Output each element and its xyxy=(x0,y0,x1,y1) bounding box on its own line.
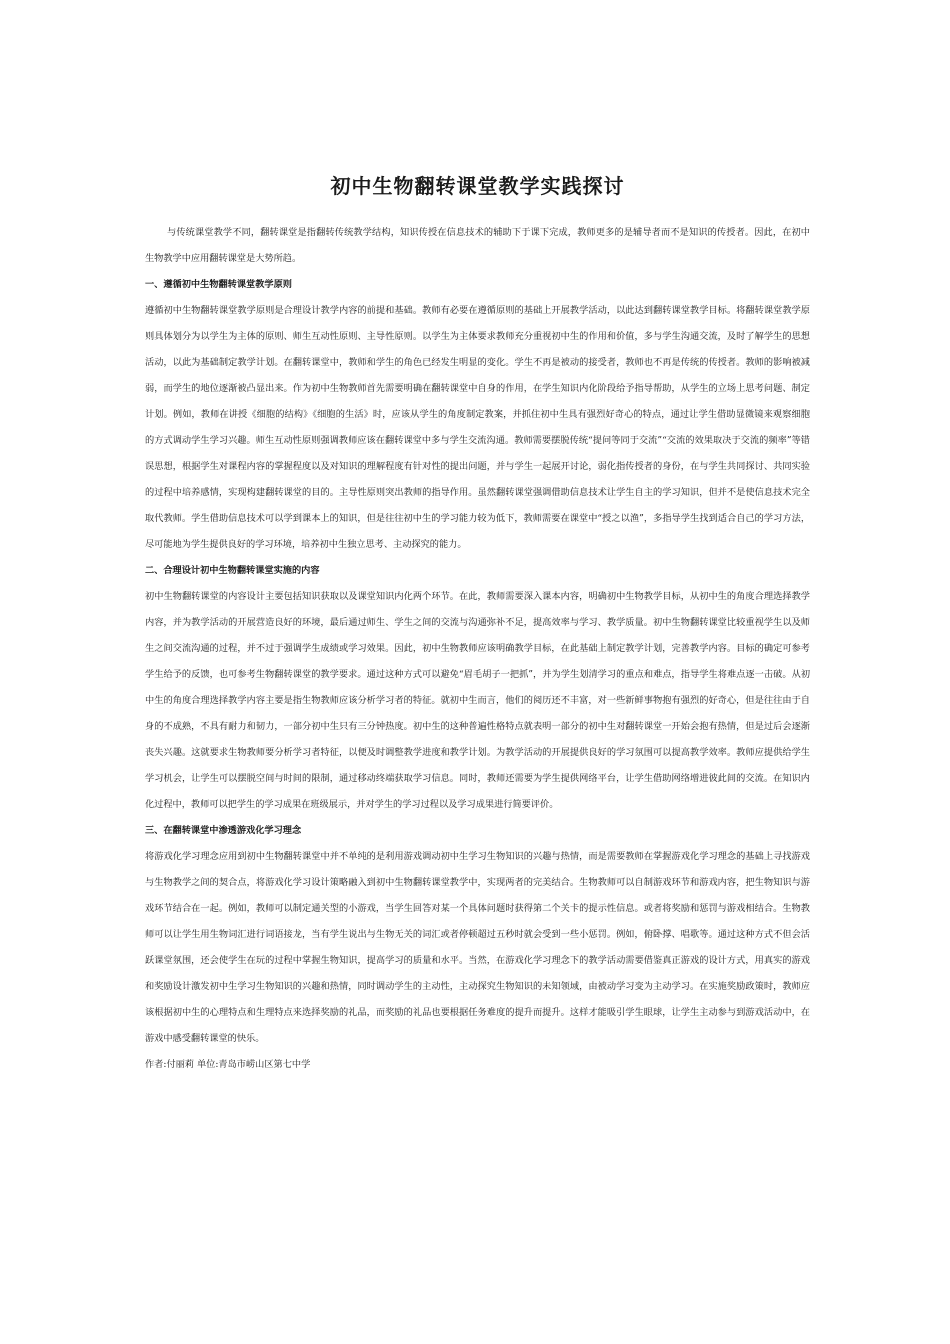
section-heading-1: 一、遵循初中生物翻转课堂教学原则 xyxy=(145,279,292,290)
document-title: 初中生物翻转课堂教学实践探讨 xyxy=(330,174,625,198)
section-heading-3: 三、在翻转课堂中渗透游戏化学习理念 xyxy=(145,825,302,836)
section-body-3: 将游戏化学习理念应用到初中生物翻转课堂中并不单纯的是利用游戏调动初中生学习生物知识的兴趣与热情，而是需要教师在掌握游戏化学习理念的基础上寻找游戏与生物教学之间的契合点，将游戏化学习设计策略融入到初中生物翻转课堂教学中，实现两者的完美结合。生物教师可以自制游戏环节和游戏内容，把生物知识与游戏环节结合在一起。例如，教师可以制定通关型的小游戏，当学生回答对某一个具体问题时获得第二个关卡的提示性信息。或者将奖励和惩罚与游戏相结合。生物教师可以让学生用生物词汇进行词语接龙，当有学生说出与生物无关的词汇或者停顿超过五秒时就会受到一些小惩罚。例如，俯卧撑、唱歌等。通过这种方式不但会活跃课堂氛围，还会使学生在玩的过程中掌握生物知识，提高学习的质量和水平。当然，在游戏化学习理念下的教学活动需要借鉴真正游戏的设计方式，用真实的游戏和奖励设计激发初中生学习生物知识的兴趣和热情，同时调动学生的主动性，主动探究生物知识的未知领域，由被动学习变为主动学习。在实施奖励政策时，教师应该根据初中生的心理特点和生理特点来选择奖励的礼品，而奖励的礼品也要根据任务难度的提升而提升。这样才能吸引学生眼球，让学生主动参与到游戏活动中，在游戏中感受翻转课堂的快乐。 xyxy=(145,851,810,1044)
section-heading-2: 二、合理设计初中生物翻转课堂实施的内容 xyxy=(145,565,320,576)
section-body-2: 初中生物翻转课堂的内容设计主要包括知识获取以及课堂知识内化两个环节。在此，教师需要深入课本内容，明确初中生物教学目标，从初中生的角度合理选择教学内容，并为教学活动的开展营造良好的环境，最后通过师生、学生之间的交流与沟通弥补不足，提高效率与学习、教学质量。初中生物翻转课堂比较重视学生以及师生之间交流沟通的过程，并不过于强调学生成绩或学习效果。因此，初中生物教师应该明确教学目标，在此基础上制定教学计划，完善教学内容。目标的确定可参考学生给予的反馈，也可参考生物翻转课堂的教学要求。通过这种方式可以避免“眉毛胡子一把抓”，并为学生划清学习的重点和难点，指导学生将难点逐一击破。从初中生的角度合理选择教学内容主要是指生物教师应该分析学习者的特征。就初中生而言，他们的阅历还不丰富，对一些新鲜事物抱有强烈的好奇心，但是往往由于自身的不成熟，不具有耐力和韧力，一部分初中生只有三分钟热度。初中生的这种普遍性格特点就表明一部分的初中生对翻转课堂一开始会抱有热情，但是过后会逐渐丧失兴趣。这就要求生物教师要分析学习者特征，以便及时调整教学进度和教学计划。为教学活动的开展提供良好的学习氛围可以提高教学效率。教师应提供给学生学习机会，让学生可以摆脱空间与时间的限制，通过移动终端获取学习信息。同时，教师还需要为学生提供网络平台，让学生借助网络增进彼此间的交流。在知识内化过程中，教师可以把学生的学习成果在班级展示，并对学生的学习过程以及学习成果进行简要评价。 xyxy=(145,591,810,810)
author-line: 作者:付丽莉 单位:青岛市崂山区第七中学 xyxy=(145,1059,311,1070)
section-body-1: 遵循初中生物翻转课堂教学原则是合理设计教学内容的前提和基础。教师有必要在遵循原则的基础上开展教学活动，以此达到翻转课堂教学目标。将翻转课堂教学原则具体划分为以学生为主体的原则、师生互动性原则、主导性原则。以学生为主体要求教师充分重视初中生的作用和价值，多与学生沟通交流，及时了解学生的思想活动，以此为基础制定教学计划。在翻转课堂中，教师和学生的角色已经发生明显的变化。学生不再是被动的接受者，教师也不再是传统的传授者。教师的影响被减弱，而学生的地位逐渐被凸显出来。作为初中生物教师首先需要明确在翻转课堂中自身的作用，在学生知识内化阶段给予指导帮助，从学生的立场上思考问题、制定计划。例如，教师在讲授《细胞的结构》《细胞的生活》时，应该从学生的角度制定教案，并抓住初中生具有强烈好奇心的特点，通过让学生借助显微镜来观察细胞的方式调动学生学习兴趣。师生互动性原则强调教师应该在翻转课堂中多与学生交流沟通。教师需要摆脱传统“提问等同于交流”“交流的效果取决于交流的频率”等错误思想，根据学生对课程内容的掌握程度以及对知识的理解程度有针对性的提出问题，并与学生一起展开讨论，弱化指传授者的身份，在与学生共同探讨、共同实验的过程中培养感情，实现构建翻转课堂的目的。主导性原则突出教师的指导作用。虽然翻转课堂强调借助信息技术让学生自主的学习知识，但并不是使信息技术完全取代教师。学生借助信息技术可以学到课本上的知识，但是往往初中生的学习能力较为低下，教师需要在课堂中“授之以渔”，多指导学生找到适合自己的学习方法，尽可能地为学生提供良好的学习环境，培养初中生独立思考、主动探究的能力。 xyxy=(145,305,810,550)
document-page xyxy=(145,172,810,1078)
intro-paragraph: 与传统课堂教学不同，翻转课堂是指翻转传统教学结构，知识传授在信息技术的辅助下于课下完成，教师更多的是辅导者而不是知识的传授者。因此，在初中生物教学中应用翻转课堂是大势所趋。 xyxy=(145,227,810,264)
